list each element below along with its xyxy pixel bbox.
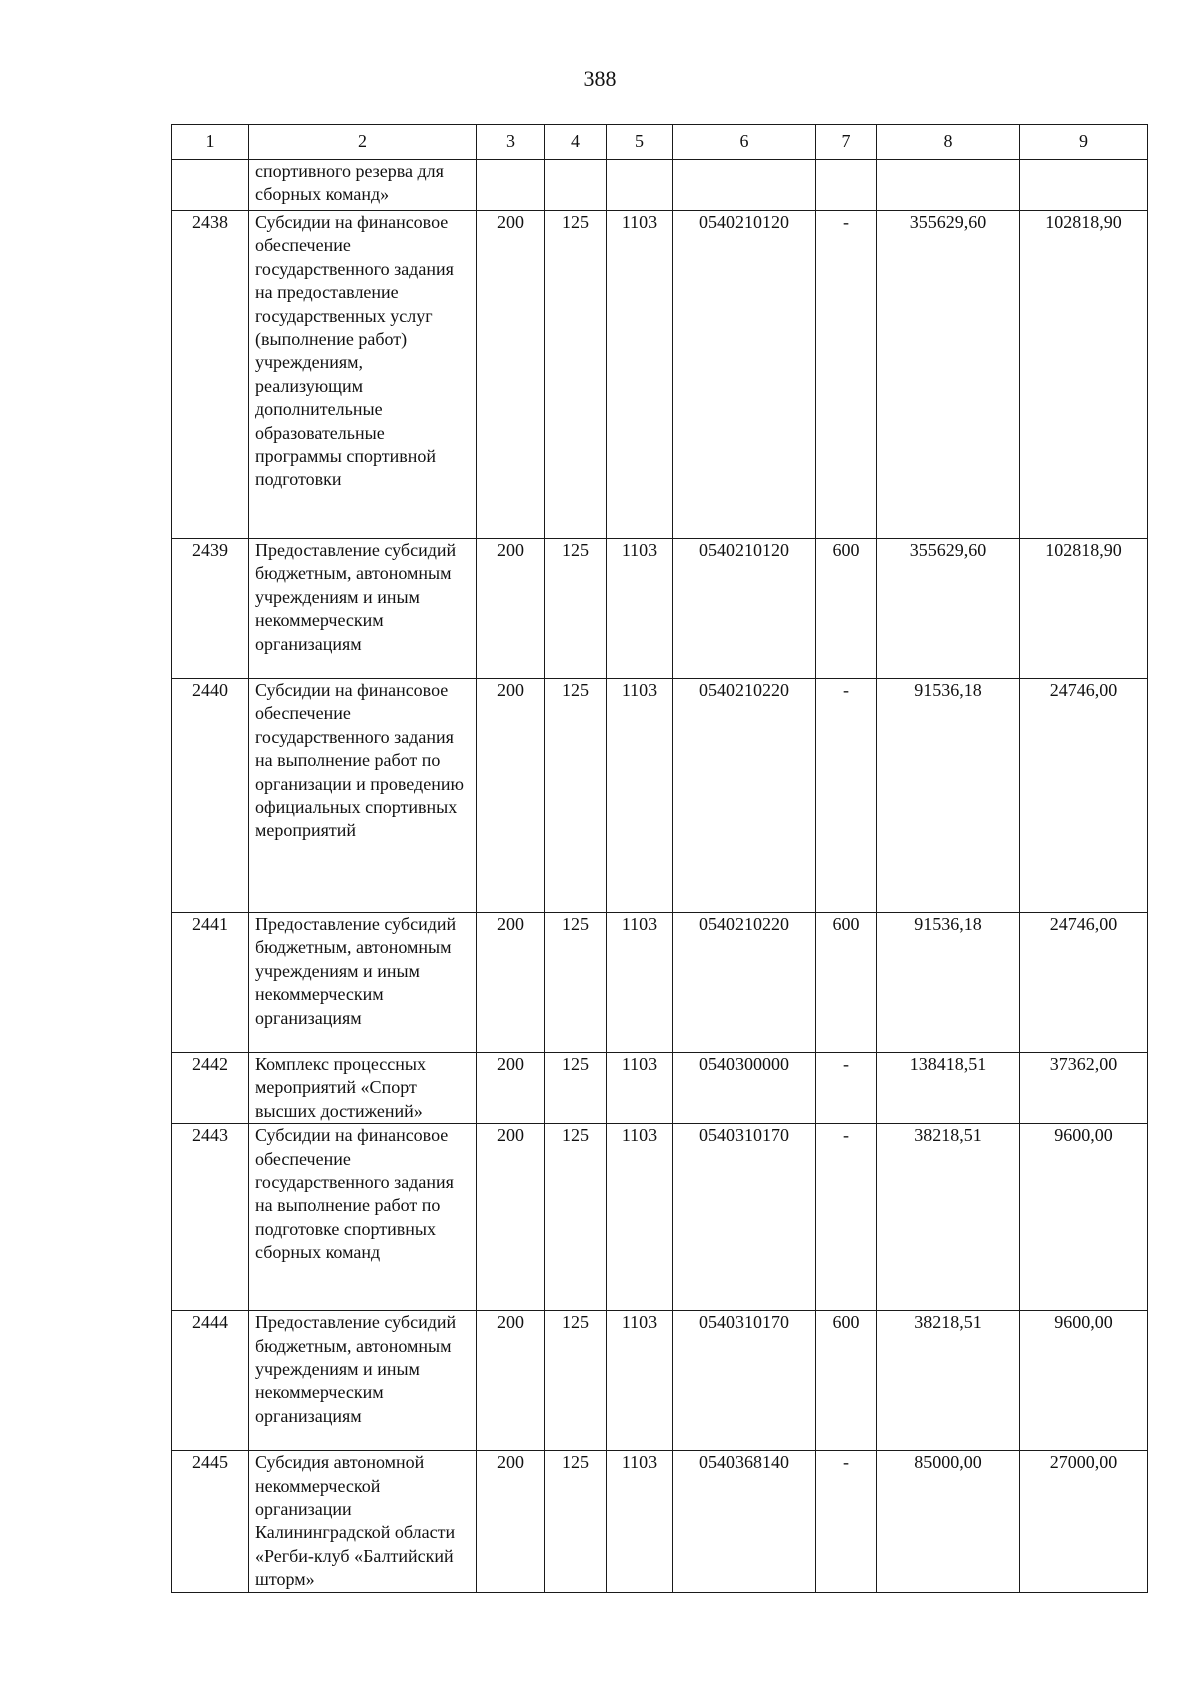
cell-row-number: 2439 <box>172 539 249 679</box>
cell-row-number: 2438 <box>172 211 249 539</box>
cell-row-number: 2444 <box>172 1311 249 1451</box>
cell-col-9: 24746,00 <box>1020 913 1148 1053</box>
cell-col-3: 200 <box>477 539 545 679</box>
cell-col-3: 200 <box>477 211 545 539</box>
cell-name: Комплекс процессных мероприятий «Спорт высших достижений» <box>249 1053 477 1124</box>
cell-col-3: 200 <box>477 1124 545 1311</box>
cell-col-9: 102818,90 <box>1020 211 1148 539</box>
cell-col-6: 0540310170 <box>673 1124 816 1311</box>
cell-row-number: 2440 <box>172 679 249 913</box>
header-col-4: 4 <box>545 125 607 160</box>
table-row-continuation <box>172 160 1148 211</box>
table-row <box>172 679 1148 913</box>
cell-col-3: 200 <box>477 1451 545 1592</box>
cell-col-8: 38218,51 <box>877 1124 1020 1311</box>
cell-col-7: - <box>816 211 877 539</box>
cell-col-6: 0540310170 <box>673 1311 816 1451</box>
header-col-6: 6 <box>673 125 816 160</box>
table-header-row <box>172 125 1148 160</box>
cell-col-8: 138418,51 <box>877 1053 1020 1124</box>
page-number: 388 <box>583 66 617 91</box>
cell-col-8: 355629,60 <box>877 539 1020 679</box>
cell-col-3: 200 <box>477 1053 545 1124</box>
cell-col-6: 0540210220 <box>673 913 816 1053</box>
cell-col-4: 125 <box>545 1124 607 1311</box>
table-row <box>172 211 1148 539</box>
header-col-8: 8 <box>877 125 1020 160</box>
cell-name: спортивного резерва для сборных команд» <box>249 160 477 211</box>
cell-col-4: 125 <box>545 1053 607 1124</box>
header-col-2: 2 <box>249 125 477 160</box>
table-row <box>172 1451 1148 1592</box>
cell-col-8: 38218,51 <box>877 1311 1020 1451</box>
cell-col-9: 24746,00 <box>1020 679 1148 913</box>
cell-name: Субсидия автономной некоммерческой организации Калининградской области «Регби-клуб «Балтийский шторм» <box>249 1451 477 1592</box>
cell-col-7: 600 <box>816 913 877 1053</box>
cell-row-number: 2445 <box>172 1451 249 1592</box>
cell-col-7: - <box>816 1451 877 1592</box>
cell-col-9: 9600,00 <box>1020 1124 1148 1311</box>
cell-col-5: 1103 <box>607 539 673 679</box>
cell-col-8: 355629,60 <box>877 211 1020 539</box>
table-row <box>172 1053 1148 1124</box>
cell-col-7: 600 <box>816 1311 877 1451</box>
cell-name: Субсидии на финансовое обеспечение государственного задания на предоставление государственных услуг (выполнение работ) учреждениям, реализующим дополнительные образовательные программы спортивной подготовки <box>249 211 477 539</box>
header-col-7: 7 <box>816 125 877 160</box>
cell-col-4: 125 <box>545 1311 607 1451</box>
cell-col-7: 600 <box>816 539 877 679</box>
cell-col-9: 37362,00 <box>1020 1053 1148 1124</box>
cell-col-9: 9600,00 <box>1020 1311 1148 1451</box>
cell-col-5: 1103 <box>607 211 673 539</box>
cell-col-9: 102818,90 <box>1020 539 1148 679</box>
cell-col-4: 125 <box>545 913 607 1053</box>
cell-col-4: 125 <box>545 211 607 539</box>
cell-col-7: - <box>816 679 877 913</box>
cell-col-6: 0540300000 <box>673 1053 816 1124</box>
cell-col-8: 85000,00 <box>877 1451 1020 1592</box>
cell-name: Предоставление субсидий бюджетным, автономным учреждениям и иным некоммерческим организациям <box>249 539 477 679</box>
cell-col-9: 27000,00 <box>1020 1451 1148 1592</box>
cell-name: Предоставление субсидий бюджетным, автономным учреждениям и иным некоммерческим организациям <box>249 913 477 1053</box>
cell-col-3: 200 <box>477 679 545 913</box>
cell-col-4: 125 <box>545 539 607 679</box>
cell-name: Субсидии на финансовое обеспечение государственного задания на выполнение работ по подготовке спортивных сборных команд <box>249 1124 477 1311</box>
cell-col-5: 1103 <box>607 1311 673 1451</box>
cell-col-7: - <box>816 1124 877 1311</box>
budget-table <box>171 124 1148 1593</box>
cell-col-5: 1103 <box>607 1053 673 1124</box>
cell-col-3: 200 <box>477 1311 545 1451</box>
cell-col-5: 1103 <box>607 913 673 1053</box>
cell-col-6: 0540210220 <box>673 679 816 913</box>
header-col-9: 9 <box>1020 125 1148 160</box>
cell-col-8: 91536,18 <box>877 913 1020 1053</box>
cell-name: Субсидии на финансовое обеспечение государственного задания на выполнение работ по организации и проведению официальных спортивных мероприятий <box>249 679 477 913</box>
cell-col-5: 1103 <box>607 679 673 913</box>
table-row <box>172 913 1148 1053</box>
cell-row-number: 2441 <box>172 913 249 1053</box>
header-col-1: 1 <box>172 125 249 160</box>
cell-col-3: 200 <box>477 913 545 1053</box>
cell-row-number: 2443 <box>172 1124 249 1311</box>
cell-col-4: 125 <box>545 679 607 913</box>
cell-col-7: - <box>816 1053 877 1124</box>
header-col-3: 3 <box>477 125 545 160</box>
cell-col-5: 1103 <box>607 1124 673 1311</box>
cell-col-4: 125 <box>545 1451 607 1592</box>
header-col-5: 5 <box>607 125 673 160</box>
table-row <box>172 539 1148 679</box>
cell-col-6: 0540210120 <box>673 539 816 679</box>
table-row <box>172 1124 1148 1311</box>
cell-col-6: 0540210120 <box>673 211 816 539</box>
cell-col-8: 91536,18 <box>877 679 1020 913</box>
cell-row-number: 2442 <box>172 1053 249 1124</box>
cell-col-6: 0540368140 <box>673 1451 816 1592</box>
cell-col-5: 1103 <box>607 1451 673 1592</box>
cell-name: Предоставление субсидий бюджетным, автономным учреждениям и иным некоммерческим организациям <box>249 1311 477 1451</box>
table-row <box>172 1311 1148 1451</box>
